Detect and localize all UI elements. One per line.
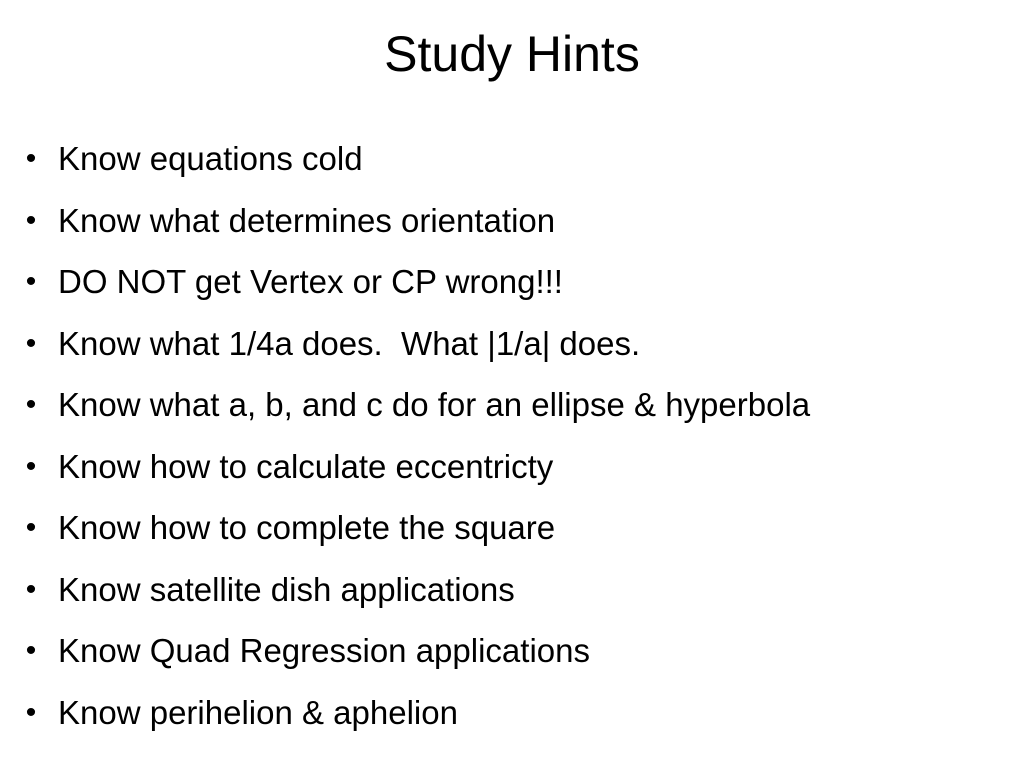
bullet-text: Know how to calculate eccentricty — [58, 447, 554, 485]
bullet-dot-icon: • — [25, 449, 37, 483]
bullet-dot-icon: • — [25, 326, 37, 360]
slide-title: Study Hints — [384, 26, 640, 82]
bullet-dot-icon: • — [25, 572, 37, 606]
bullet-text: Know what a, b, and c do for an ellipse & hyperbola — [58, 386, 811, 423]
bullet-list — [18, 128, 1008, 743]
bullet-text: Know satellite dish applications — [58, 570, 515, 608]
bullet-dot-icon: • — [25, 695, 37, 729]
bullet-item — [18, 682, 1008, 744]
bullet-item — [18, 313, 1008, 375]
bullet-text: Know equations cold — [58, 140, 363, 177]
bullet-text: Know what 1/4a does. What |1/a| does. — [58, 324, 641, 362]
bullet-dot-icon: • — [25, 142, 37, 175]
bullet-item — [18, 620, 1008, 682]
bullet-text: Know perihelion & aphelion — [58, 693, 458, 731]
bullet-dot-icon: • — [25, 265, 37, 298]
bullet-item — [18, 128, 1008, 190]
bullet-text: DO NOT get Vertex or CP wrong!!! — [58, 263, 563, 300]
bullet-item — [18, 559, 1008, 621]
bullet-dot-icon: • — [25, 203, 37, 237]
bullet-item — [18, 436, 1008, 498]
bullet-item — [18, 251, 1008, 313]
bullet-text: Know how to complete the square — [58, 509, 556, 546]
bullet-item — [18, 190, 1008, 252]
bullet-dot-icon: • — [25, 634, 37, 667]
bullet-item — [18, 374, 1008, 436]
bullet-item — [18, 497, 1008, 559]
bullet-text: Know Quad Regression applications — [58, 632, 590, 669]
bullet-dot-icon: • — [25, 511, 37, 544]
bullet-text: Know what determines orientation — [58, 201, 556, 239]
bullet-dot-icon: • — [25, 388, 37, 421]
